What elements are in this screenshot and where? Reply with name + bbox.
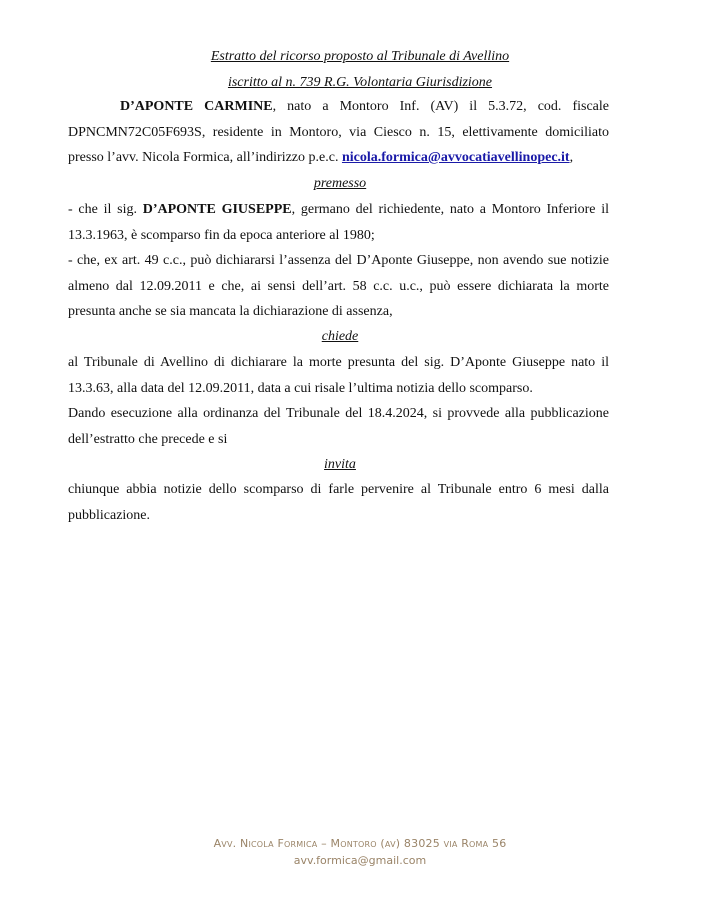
footer-address: Avv. Nicola Formica – Montoro (av) 83025 via Roma 56: [213, 837, 507, 850]
paragraph-missing-person: [68, 197, 609, 248]
heading-line-1: Estratto del ricorso proposto al Tribunale di Avellino: [210, 49, 510, 64]
applicant-details: , nato a Montoro Inf. (AV) il 5.3.72, cod. fiscale DPNCMN72C05F693S, residente in Montoro, via Ciesco n. 15, elettivamente domiciliato presso l’avv. Nicola Formica, all’indirizzo p.e.c.: [68, 99, 609, 165]
missing-person-name: D’APONTE GIUSEPPE: [142, 202, 292, 217]
applicant-name: D’APONTE CARMINE: [120, 99, 273, 114]
section-chiede: chiede: [321, 329, 359, 344]
missing-person-details: , germano del richiedente, nato a Montoro Inferiore il 13.3.1963, è scomparso fin da epoca anteriore al 1980;: [68, 202, 609, 243]
missing-person-intro: - che il sig.: [68, 202, 143, 217]
footer-email[interactable]: avv.formica@gmail.com: [293, 854, 427, 867]
heading-line-2: iscritto al n. 739 R.G. Volontaria Giurisdizione: [227, 75, 493, 90]
section-premesso: premesso: [313, 176, 367, 191]
pec-email-link[interactable]: nicola.formica@avvocatiavellinopec.it: [341, 150, 570, 165]
paragraph-request: al Tribunale di Avellino di dichiarare la morte presunta del sig. D’Aponte Giuseppe nato il 13.3.63, alla data del 12.09.2011, data a cui risale l’ultima notizia dello scomparso.: [68, 355, 609, 396]
paragraph-publication: Dando esecuzione alla ordinanza del Tribunale del 18.4.2024, si provvede alla pubblicazione dell’estratto che precede e si: [68, 406, 609, 447]
paragraph-legal-basis: - che, ex art. 49 c.c., può dichiararsi l’assenza del D’Aponte Giuseppe, non avendo sue notizie almeno dal 12.09.2011 e che, ai sensi dell’art. 58 c.c. u.c., può essere dichiarata la morte presunta anche se sia mancata la dichiarazione di assenza,: [68, 253, 609, 319]
paragraph-applicant: [68, 94, 609, 171]
applicant-end: ,: [569, 150, 574, 165]
section-invita: invita: [324, 457, 356, 472]
paragraph-invitation: chiunque abbia notizie dello scomparso di farle pervenire al Tribunale entro 6 mesi dalla pubblicazione.: [68, 482, 609, 523]
